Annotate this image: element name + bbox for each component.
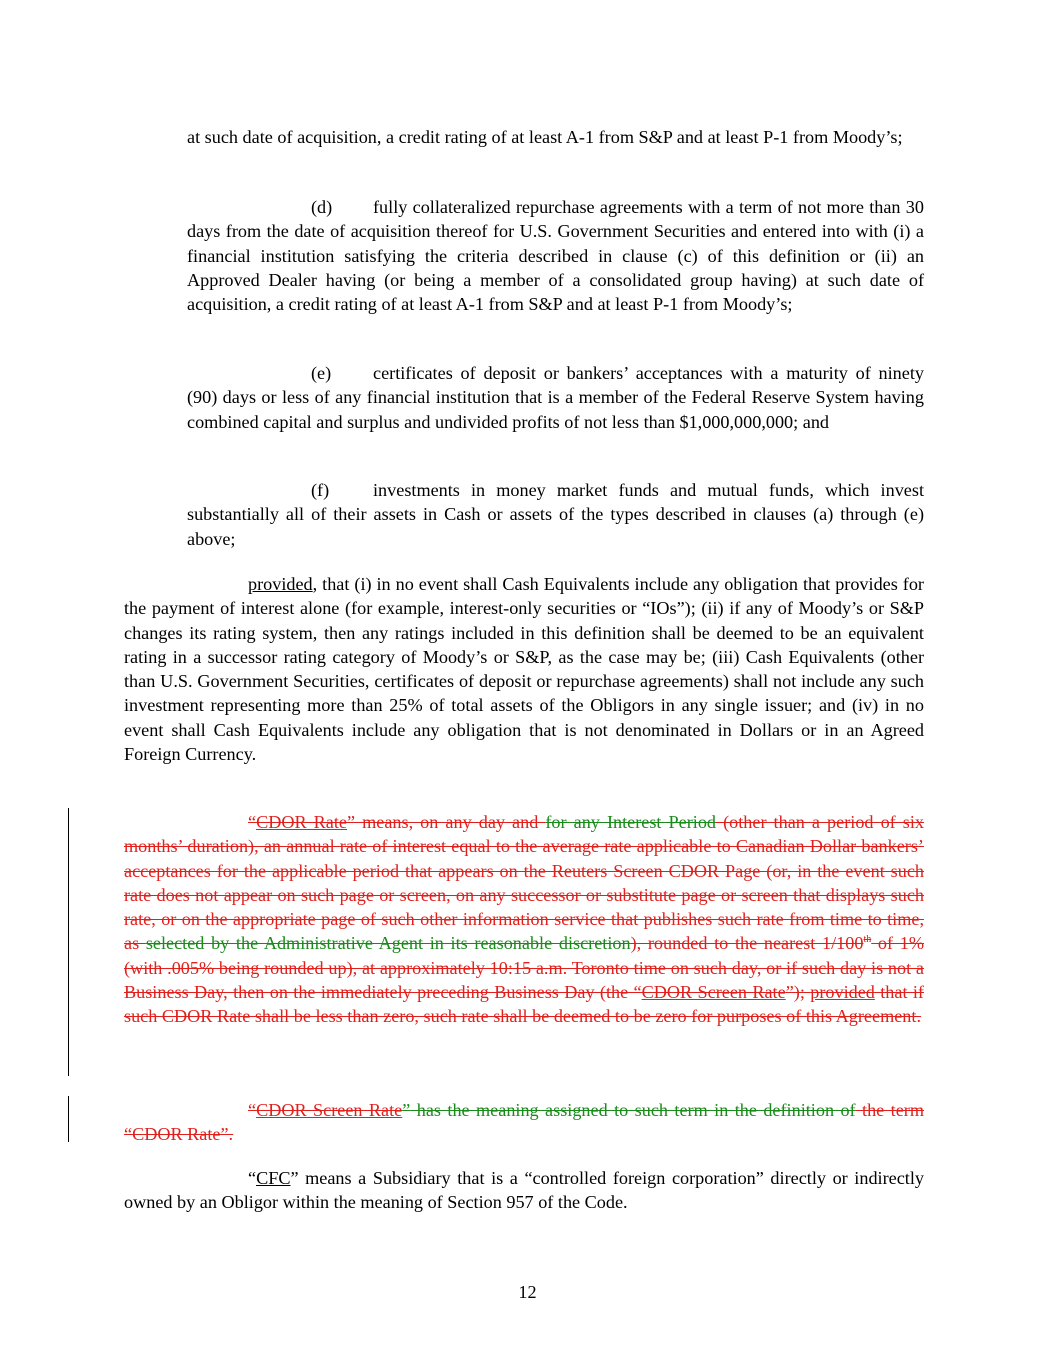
clause-e (187, 361, 924, 434)
cfc-term: CFC (256, 1168, 291, 1188)
clause-f-text: investments in money market funds and mutual funds, which invest substantially all of their assets in Cash or assets of the types described in clauses (a) through (e) above; (187, 480, 924, 549)
cdor-screen-rate-term: CDOR Screen Rate (256, 1100, 403, 1120)
proviso-text: , that (i) in no event shall Cash Equivalents include any obligation that provides for the payment of interest alone (for example, interest-only securities or “IOs”); (ii) if any of Moody’s or S&P changes its rating system, then any ratings included in this definition shall be deemed to be an equivalent rating in a successor rating category of Moody’s or S&P, as the case may be; (iii) Cash Equivalents (other than U.S. Government Securities, certificates of deposit or repurchase agreements) shall not include any such investment representing more than 25% of total assets of the Obligors in any single issuer; and (iv) in no event shall Cash Equivalents include any obligation that is not denominated in Dollars or in an Agreed Foreign Currency. (124, 574, 924, 765)
clause-c-continuation: at such date of acquisition, a credit rating of at least A-1 from S&P and at least P-1 from Moody’s; (187, 127, 903, 147)
change-bar (68, 1096, 69, 1142)
cdor-screen-rate-term: CDOR Screen Rate (641, 982, 786, 1003)
cdor-screen-rate-definition: “CDOR Screen Rate” has the meaning assigned to such term in the definition of the term “CDOR Rate”. (124, 1100, 924, 1145)
page-number: 12 (518, 1282, 537, 1302)
provided-term-deleted: provided (810, 982, 875, 1003)
clause-d-text: fully collateralized repurchase agreements with a term of not more than 30 days from the date of acquisition thereof for U.S. Government Securities and entered into with (i) a financial institution satisfying the criteria described in clause (c) of this definition or (ii) an Approved Dealer having (or being a member of a consolidated group having) at such date of acquisition, a credit rating of at least A-1 from S&P and at least P-1 from Moody’s; (187, 197, 924, 315)
clause-f (187, 478, 924, 551)
cdor-rate-definition: “CDOR Rate” means, on any day and for any Interest Period (other than a period of six months’ duration), an annual rate of interest equal to the average rate applicable to Canadian Dollar bankers’ acceptances for the applicable period that appears on the Reuters Screen CDOR Page (or, in the event such rate does not appear on such page or screen, on any successor or substitute page or screen that displays such rate, or on the appropriate page of such other information service that publishes such rate from time to time, as selected by the Administrative Agent in its reasonable discretion), rounded to the nearest 1/100th of 1% (with .005% being rounded up), at approximately 10:15 a.m. Toronto time on such day, or if such day is not a Business Day, then on the immediately preceding Business Day (the “CDOR Screen Rate”); provided that if such CDOR Rate shall be less than zero, such rate shall be deemed to be zero for purposes of this Agreement. (124, 812, 924, 1027)
cdor-rate-term: CDOR Rate (256, 812, 347, 832)
change-bar (68, 808, 69, 1076)
clause-e-text: certificates of deposit or bankers’ acceptances with a maturity of ninety (90) days or less of any financial institution that is a member of the Federal Reserve System having combined capital and surplus and undivided profits of not less than $1,000,000,000; and (187, 363, 924, 432)
cfc-definition: “CFC” means a Subsidiary that is a “controlled foreign corporation” directly or indirectly owned by an Obligor within the meaning of Section 957 of the Code. (124, 1168, 924, 1213)
provided-term: provided (248, 574, 313, 594)
clause-d (187, 195, 924, 316)
clause-f-label: (f) (311, 480, 330, 500)
clause-e-label: (e) (311, 363, 332, 383)
proviso-paragraph (124, 572, 924, 766)
clause-d-label: (d) (311, 197, 333, 217)
